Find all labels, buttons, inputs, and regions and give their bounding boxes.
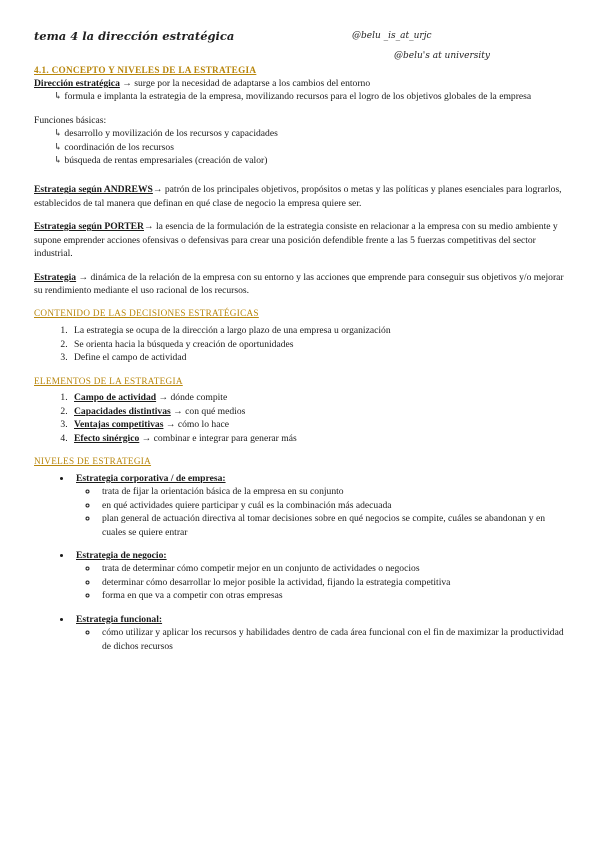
header [34,26,566,61]
section-heading-contenido: CONTENIDO DE LAS DECISIONES ESTRATÉGICAS [34,308,259,319]
list-item: 2. Se orienta hacia la búsqueda y creación de oportunidades [70,338,566,351]
funciones-label: Funciones básicas: [34,114,107,126]
funcional-sublist [76,626,566,653]
document-page [34,26,566,663]
text-ventajas: → cómo lo hace [163,419,229,431]
text-andrews: → patrón de los principales objetivos, propósitos o metas y las políticas y planes esenciales para lograrlos, establecidos de tal manera que definan en qué clase de negocio la empresa quiere ser. [34,184,562,209]
direccion-subpoint: ↳ formula e implanta la estrategia de la empresa, movilizando recursos para el logro de los objetivos globales de la empresa [54,91,532,103]
corporativa-sublist [76,485,566,539]
definition-direccion [34,77,566,90]
text-estrategia: → dinámica de la relación de la empresa con su entorno y las acciones que emprende para conseguir sus objetivos y/o mejorar su rendimiento mediante el uso racional de los recursos. [34,271,564,296]
niveles-list [34,472,566,653]
definition-porter [34,220,566,260]
author-handle-bottom: @belu's at university [394,51,490,61]
text-efecto: → combinar e integrar para generar más [139,432,297,444]
term-ventajas: Ventajas competitivas [74,419,164,431]
list-item: ◦ plan general de actuación directiva al tomar decisiones sobre en qué negocios se compite, cuáles se abandonan y en cuales se quiere entrar [98,512,566,539]
list-item: ◦ trata de determinar cómo competir mejor en un conjunto de actividades o negocios [98,562,566,575]
list-item: ◦ determinar cómo desarrollar lo mejor posible la actividad, fijando la estrategia competitiva [98,576,566,589]
definition-estrategia [34,271,566,298]
negocio-sublist [76,562,566,602]
nivel-funcional [72,613,566,653]
text-direccion: → surge por la necesidad de adaptarse a los cambios del entorno [119,77,371,89]
term-estrategia: Estrategia [34,271,77,283]
term-porter: Estrategia según PORTER [34,221,144,233]
term-negocio: Estrategia de negocio: [76,550,167,562]
list-item [70,391,566,404]
nivel-corporativa [72,472,566,539]
text-campo: → dónde compite [156,392,228,404]
term-direccion: Dirección estratégica [34,77,120,89]
page-title: tema 4 la dirección estratégica [34,29,235,43]
term-funcional: Estrategia funcional: [76,613,163,625]
author-handle-top: @belu _is_at_urjc [352,31,432,41]
list-item [70,405,566,418]
nivel-negocio [72,549,566,603]
contenido-list [34,324,566,364]
term-efecto: Efecto sinérgico [74,432,140,444]
list-item: ◦ cómo utilizar y aplicar los recursos y habilidades dentro de cada área funcional con el fin de maximizar la productividad de dichos recursos [98,626,566,653]
section-heading-elementos: ELEMENTOS DE LA ESTRATEGIA [34,375,183,386]
list-item: ◦ en qué actividades quiere participar y cuál es la combinación más adecuada [98,499,566,512]
text-porter: → la esencia de la formulación de la estrategia consiste en relacionar a la empresa con su medio ambiente y supone emprender acciones ofensivas o defensivas para crear una posición defendible frente a las 5 fuerzas competitivas del sector industrial. [34,221,558,260]
list-item [70,418,566,431]
text-capacidades: → con qué medios [170,405,246,417]
list-item [70,432,566,445]
list-item: 3. Define el campo de actividad [70,351,566,364]
term-corporativa: Estrategia corporativa / de empresa: [76,472,226,484]
term-campo: Campo de actividad [74,392,157,404]
term-andrews: Estrategia según ANDREWS [34,184,153,196]
funcion-item: ↳ búsqueda de rentas empresariales (creación de valor) [54,154,268,166]
elementos-list [34,391,566,445]
section-heading-niveles: NIVELES DE ESTRATEGIA [34,456,152,467]
list-item: ◦ trata de fijar la orientación básica de la empresa en su conjunto [98,485,566,498]
list-item: 1. La estrategia se ocupa de la dirección a largo plazo de una empresa u organización [70,324,566,337]
term-capacidades: Capacidades distintivas [74,405,171,417]
section-heading-concepto: 4.1. CONCEPTO Y NIVELES DE LA ESTRATEGIA [34,65,257,75]
definition-andrews [34,183,566,210]
funcion-item: ↳ desarrollo y movilización de los recursos y capacidades [54,128,278,140]
list-item: ◦ forma en que va a competir con otras empresas [98,589,566,602]
funcion-item: ↳ coordinación de los recursos [54,141,174,153]
